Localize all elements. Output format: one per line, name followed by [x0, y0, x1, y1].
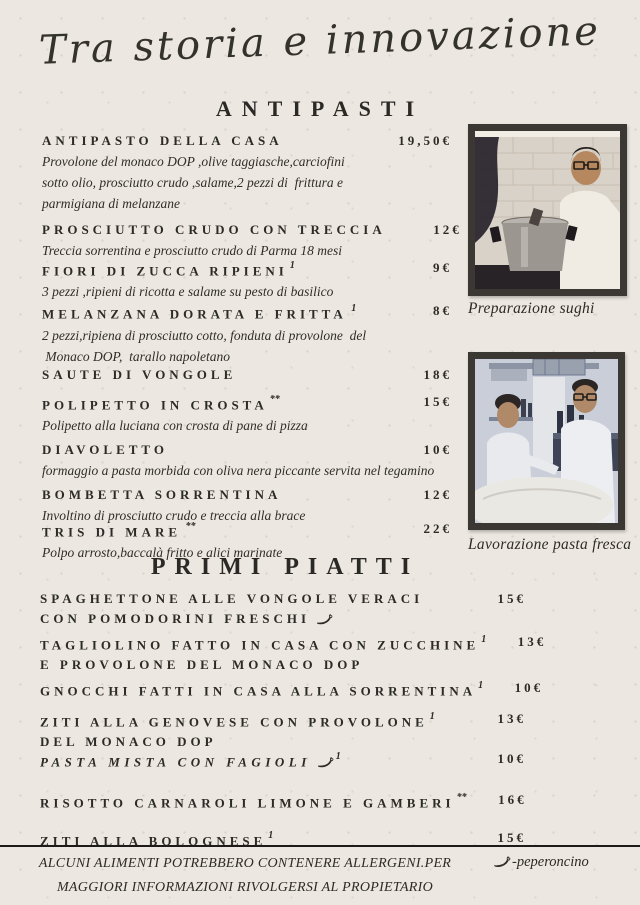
item-description-line: parmigiana di melanzane	[42, 196, 180, 211]
item-price: 19,50€	[398, 133, 452, 148]
chili-pepper-icon	[493, 856, 511, 868]
primi-piatti-section	[40, 554, 547, 851]
item-price: 22€	[423, 520, 452, 536]
item-name	[40, 749, 466, 772]
item-price: 10€	[514, 680, 544, 696]
menu-item	[42, 365, 462, 385]
item-name-text: ZITI ALLA BOLOGNESE	[40, 832, 267, 848]
item-name	[40, 589, 466, 629]
item-name-text: CON POMODORINI FRESCHI	[40, 611, 311, 626]
item-name-text: E PROVOLONE DEL MONACO DOP	[40, 657, 364, 673]
item-footnote-marker: 1	[429, 710, 435, 722]
item-price: 13€	[497, 710, 526, 726]
photo-lavorazione-pasta	[468, 352, 625, 530]
item-name	[40, 709, 466, 752]
item-name	[40, 790, 467, 813]
item-price: 8€	[433, 303, 452, 319]
item-description-line: formaggio a pasta morbida con oliva nera piccante servita nel tegamino	[42, 462, 435, 478]
item-name-text: DEL MONACO DOP	[40, 733, 217, 749]
menu-item	[40, 828, 530, 851]
item-name-text: SAUTE DI VONGOLE	[42, 366, 237, 382]
menu-item	[40, 678, 544, 701]
item-price: 15€	[423, 393, 452, 409]
item-description-line: Treccia sorrentina e prosciutto crudo di Parma 18 mesi	[42, 243, 342, 258]
item-name-text: PASTA MISTA CON FAGIOLI	[40, 754, 311, 770]
item-description-line: Polipetto alla luciana con crosta di pane di pizza	[42, 417, 308, 433]
chili-pepper-icon	[317, 757, 334, 768]
item-price: 12€	[433, 222, 462, 237]
item-price: 9€	[433, 260, 452, 275]
item-description-line: sotto olio, prosciutto crudo ,salame,2 pezzi di frittura e	[42, 175, 344, 190]
section-heading-primi-piatti: PRIMI PIATTI	[150, 554, 420, 580]
item-footnote-marker: 1	[268, 829, 274, 841]
item-price: 10€	[497, 750, 526, 766]
section-heading-antipasti: ANTIPASTI	[215, 96, 425, 121]
vintage-pasta-making-photo-illustration	[475, 359, 618, 523]
item-description-line: 3 pezzi ,ripieni di ricotta e salame su pesto di basilico	[42, 284, 334, 300]
item-price: 15€	[497, 591, 526, 606]
menu-item	[42, 258, 462, 302]
item-name	[42, 485, 376, 505]
chili-pepper-icon	[316, 614, 333, 625]
item-description-line: Provolone del monaco DOP ,olive taggiasche,carciofini	[42, 154, 345, 169]
item-footnote-marker: 1	[478, 680, 484, 692]
menu-item	[40, 709, 530, 752]
item-name-text: TAGLIOLINO FATTO IN CASA CON ZUCCHINE	[40, 637, 480, 653]
menu-item	[40, 749, 530, 772]
antipasti-item-list	[42, 131, 462, 563]
menu-item	[42, 131, 462, 214]
menu-item	[40, 790, 530, 813]
item-description	[42, 281, 462, 302]
item-name	[42, 131, 376, 151]
item-name-text: TRIS DI MARE	[42, 524, 182, 540]
item-name	[40, 678, 483, 701]
primi-item-list	[40, 589, 547, 851]
pepper-legend-label: -peperoncino	[512, 854, 589, 870]
photo-caption: Lavorazione pasta fresca	[468, 536, 632, 553]
item-description-line: 2 pezzi,ripiena di prosciutto cotto, fonduta di provolone del	[42, 327, 367, 343]
footer-divider	[0, 845, 640, 847]
item-description	[42, 325, 462, 367]
item-price: 15€	[497, 829, 526, 845]
item-footnote-marker: **	[456, 792, 467, 804]
item-name	[40, 828, 466, 851]
item-name-text: PROSCIUTTO CRUDO CON TRECCIA	[42, 222, 386, 237]
pepper-legend	[487, 854, 589, 871]
item-description	[42, 415, 462, 436]
allergen-notice-line1: ALCUNI ALIMENTI POTREBBERO CONTENERE ALLERGENI.PER	[38, 856, 452, 871]
item-footnote-marker: 1	[481, 634, 487, 645]
item-name-text: DIAVOLETTO	[42, 441, 168, 457]
photo-caption: Preparazione sughi	[468, 300, 595, 317]
item-description	[42, 460, 462, 481]
allergen-notice-line2: MAGGIORI INFORMAZIONI RIVOLGERSI AL PROPIETARIO	[56, 880, 434, 895]
item-name-text: ANTIPASTO DELLA CASA	[42, 133, 283, 148]
menu-item	[40, 589, 530, 629]
item-name	[42, 440, 376, 460]
item-name-text: GNOCCHI FATTI IN CASA ALLA SORRENTINA	[40, 683, 477, 699]
item-name-text: RISOTTO CARNAROLI LIMONE E GAMBERI	[40, 795, 455, 811]
item-name	[42, 258, 376, 281]
item-name	[40, 632, 486, 675]
item-price: 16€	[498, 792, 527, 808]
vintage-cooking-photo-illustration	[475, 131, 620, 289]
item-name-text: SPAGHETTONE ALLE VONGOLE VERACI	[40, 591, 424, 606]
item-footnote-marker: **	[183, 520, 196, 532]
item-name-text: ZITI ALLA GENOVESE CON PROVOLONE	[40, 713, 428, 729]
item-name	[42, 220, 386, 240]
item-description-line: Polpo arrosto,baccalà fritto e alici marinate	[42, 545, 283, 561]
item-footnote-marker: 1	[348, 303, 357, 315]
item-description	[42, 151, 462, 214]
item-name	[42, 392, 376, 415]
item-name-text: FIORI DI ZUCCA RIPIENI	[42, 263, 288, 279]
item-name	[42, 365, 376, 385]
menu-item	[42, 301, 462, 366]
menu-title-script: Tra storia e innovazione	[38, 8, 602, 74]
item-price: 12€	[423, 486, 452, 502]
item-name	[42, 301, 376, 324]
menu-item	[42, 220, 462, 261]
item-description-line: Monaco DOP, tarallo napoletano	[42, 348, 230, 364]
item-name	[42, 519, 376, 542]
item-price: 18€	[423, 366, 452, 382]
menu-item	[42, 392, 462, 436]
item-footnote-marker: 1	[289, 260, 295, 271]
item-description-line: Involtino di prosciutto crudo e treccia alla brace	[42, 507, 306, 523]
menu-item	[42, 440, 462, 481]
photo-preparazione-sughi	[468, 124, 627, 296]
item-footnote-marker: **	[269, 393, 280, 405]
menu-item	[40, 632, 547, 675]
item-name-text: POLIPETTO IN CROSTA	[42, 396, 268, 412]
item-name-text: BOMBETTA SORRENTINA	[42, 486, 282, 502]
item-price: 10€	[423, 441, 452, 457]
item-footnote-marker: 1	[335, 750, 341, 762]
allergen-notice	[10, 852, 480, 900]
item-name-text: MELANZANA DORATA E FRITTA	[42, 306, 347, 322]
item-price: 13€	[517, 634, 547, 649]
